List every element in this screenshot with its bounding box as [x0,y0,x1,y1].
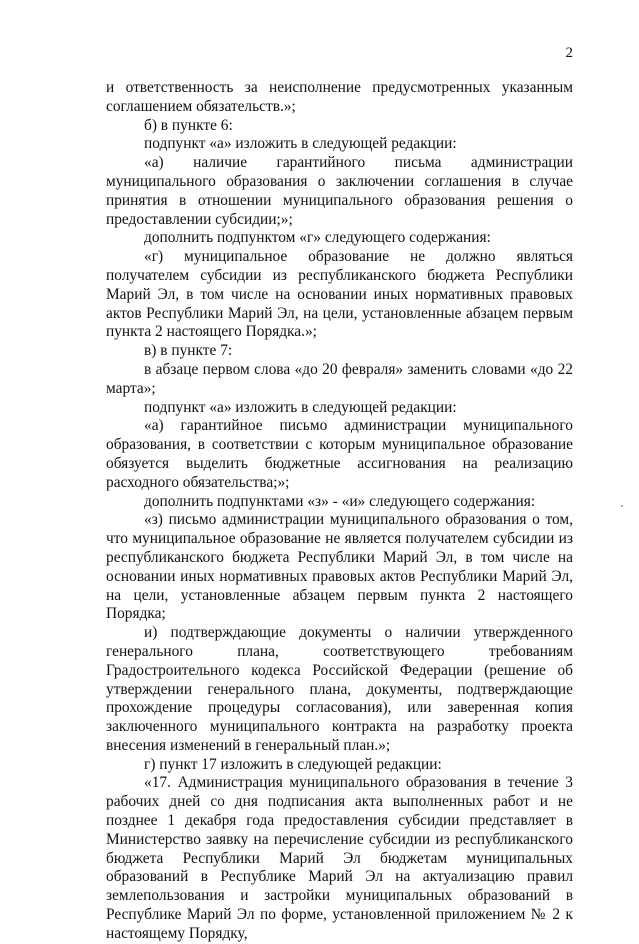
page-number: 2 [565,45,573,61]
paragraph: «17. Администрация муниципального образования в течение 3 рабочих дней со дня подписания акта выполненных работ и не позднее 1 декабря года предоставления субсидии представляет в Министерство заявку на перечисление субсидии из республиканского бюджета Республики Марий Эл бюджетам муниципальных образований в Республике Марий Эл на актуализацию правил землепользования и застройки муниципальных образований в Республике Марий Эл по форме, установленной приложением № 2 к настоящему Порядку, [106,774,573,942]
paragraph: в абзаце первом слова «до 20 февраля» заменить словами «до 22 марта»; [106,360,573,397]
paragraph: б) в пункте 6: [144,116,233,134]
paragraph: и ответственность за неисполнение предусмотренных указанным соглашением обязательств.»; [106,79,573,115]
paragraph: «г) муниципальное образование не должно являться получателем субсидии из республиканского бюджета Республики Марий Эл, в том числе на основании иных нормативных правовых актов Республики Марий Эл, на цели, установленные абзацем первым пункта 2 настоящего Порядка.»; [106,248,573,341]
scan-speck [621,505,623,507]
paragraph: и) подтверждающие документы о наличии утвержденного генерального плана, соответствующего требованиям Градостроительного кодекса Российской Федерации (решение об утверждении генерального плана, документы, подтверждающие прохождение процедуры согласования), или заверенная копия заключенного муниципального контракта на разработку проекта внесения изменений в генеральный план.»; [106,624,573,754]
paragraph: подпункт «а» изложить в следующей редакции: [144,398,457,416]
paragraph: «а) наличие гарантийного письма администрации муниципального образования о заключении соглашения в случае принятия в отношении муниципального образования решения о предоставлении субсидии;»; [106,154,573,228]
paragraph: «з) письмо администрации муниципального образования о том, что муниципальное образование не является получателем субсидии из республиканского бюджета Республики Марий Эл, в том числе на основании иных нормативных правовых актов Республики Марий Эл, на цели, установленные абзацем первым пункта 2 настоящего Порядка; [106,511,573,623]
paragraph: дополнить подпунктами «з» - «и» следующего содержания: [144,492,536,510]
paragraph: дополнить подпунктом «г» следующего содержания: [144,229,491,247]
paragraph: «а) гарантийное письмо администрации муниципального образования, в соответствии с которым муниципальное образование обязуется выделить бюджетные ассигнования на реализацию расходного обязательства;»; [106,417,573,491]
paragraph: подпункт «а» изложить в следующей редакции: [144,135,457,153]
paragraph: в) в пункте 7: [144,342,233,360]
document-body [106,79,573,944]
paragraph: г) пункт 17 изложить в следующей редакции: [144,755,442,773]
